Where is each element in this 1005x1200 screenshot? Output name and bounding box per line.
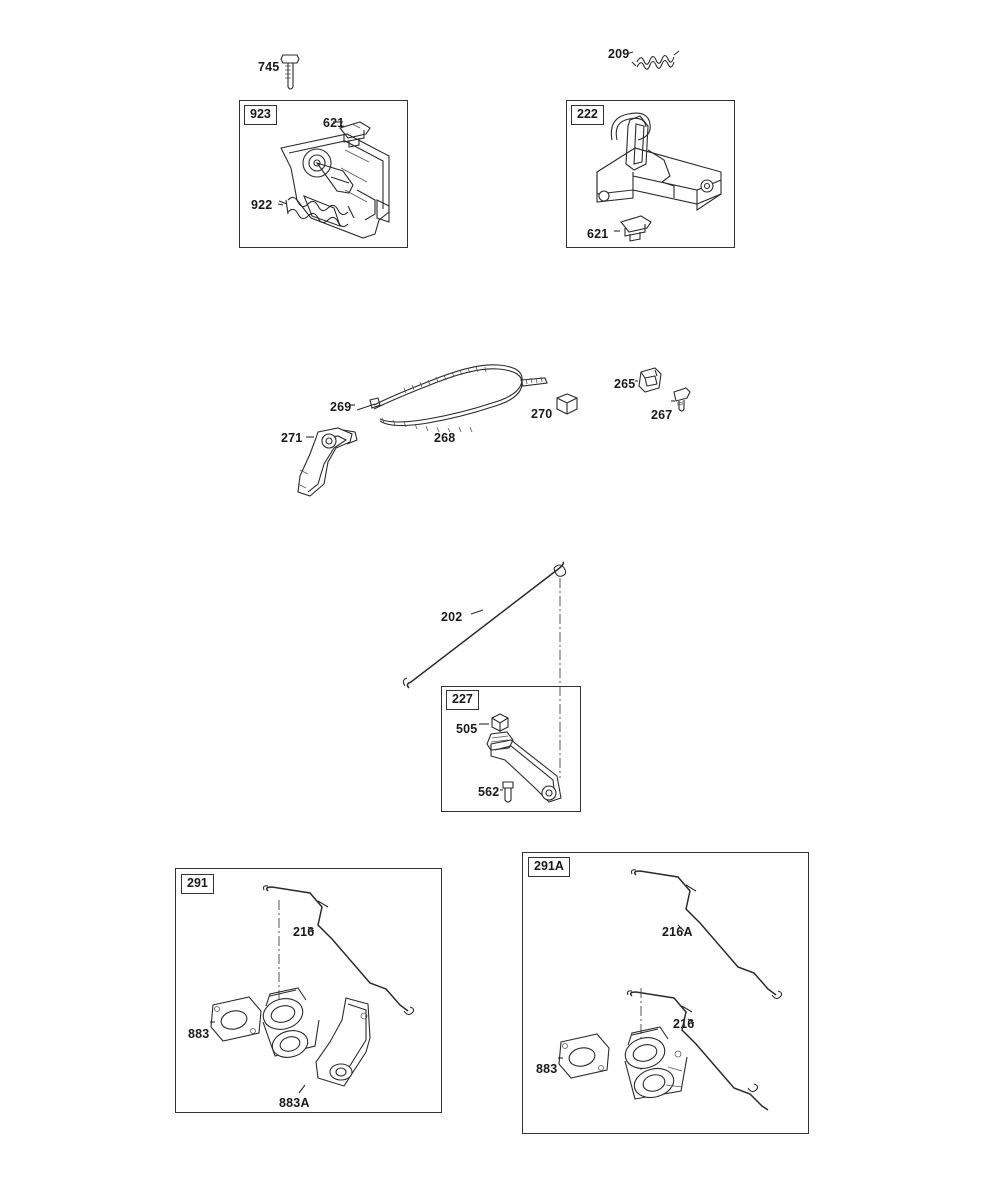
panel-id-291: 291 <box>181 874 214 894</box>
callout-883-right: 883 <box>536 1062 558 1076</box>
callout-562: 562 <box>478 785 500 799</box>
panel-id-291a: 291A <box>528 857 570 877</box>
callout-267: 267 <box>651 408 673 422</box>
part-202-link-rod <box>403 562 565 688</box>
callout-268: 268 <box>434 431 456 445</box>
panel-id-222: 222 <box>571 105 604 125</box>
callout-209: 209 <box>608 47 630 61</box>
callout-216-lower: 216 <box>673 1017 695 1031</box>
panel-291-border <box>175 868 442 1113</box>
callout-745: 745 <box>258 60 280 74</box>
part-265-clamp <box>639 368 661 392</box>
panel-id-227: 227 <box>446 690 479 710</box>
callout-505: 505 <box>456 722 478 736</box>
part-271-lever <box>298 428 357 496</box>
leader-202 <box>471 610 483 614</box>
part-745-screw <box>281 55 299 89</box>
part-270-nut <box>557 394 577 414</box>
callout-883a: 883A <box>279 1096 310 1110</box>
callout-271: 271 <box>281 431 303 445</box>
panel-291a-border <box>522 852 809 1134</box>
panel-id-923: 923 <box>244 105 277 125</box>
callout-216: 216 <box>293 925 315 939</box>
part-267-screw <box>674 388 690 411</box>
callout-202: 202 <box>441 610 463 624</box>
callout-621: 621 <box>323 116 345 130</box>
callout-922: 922 <box>251 198 273 212</box>
part-268-cable <box>374 365 522 432</box>
part-269-cable-end <box>357 398 380 410</box>
callout-216a: 216A <box>662 925 693 939</box>
callout-883: 883 <box>188 1027 210 1041</box>
callout-269: 269 <box>330 400 352 414</box>
callout-621-lower: 621 <box>587 227 609 241</box>
callout-270: 270 <box>531 407 553 421</box>
cable-ferrule <box>521 377 547 386</box>
callout-265: 265 <box>614 377 636 391</box>
part-209-spring <box>632 51 679 69</box>
